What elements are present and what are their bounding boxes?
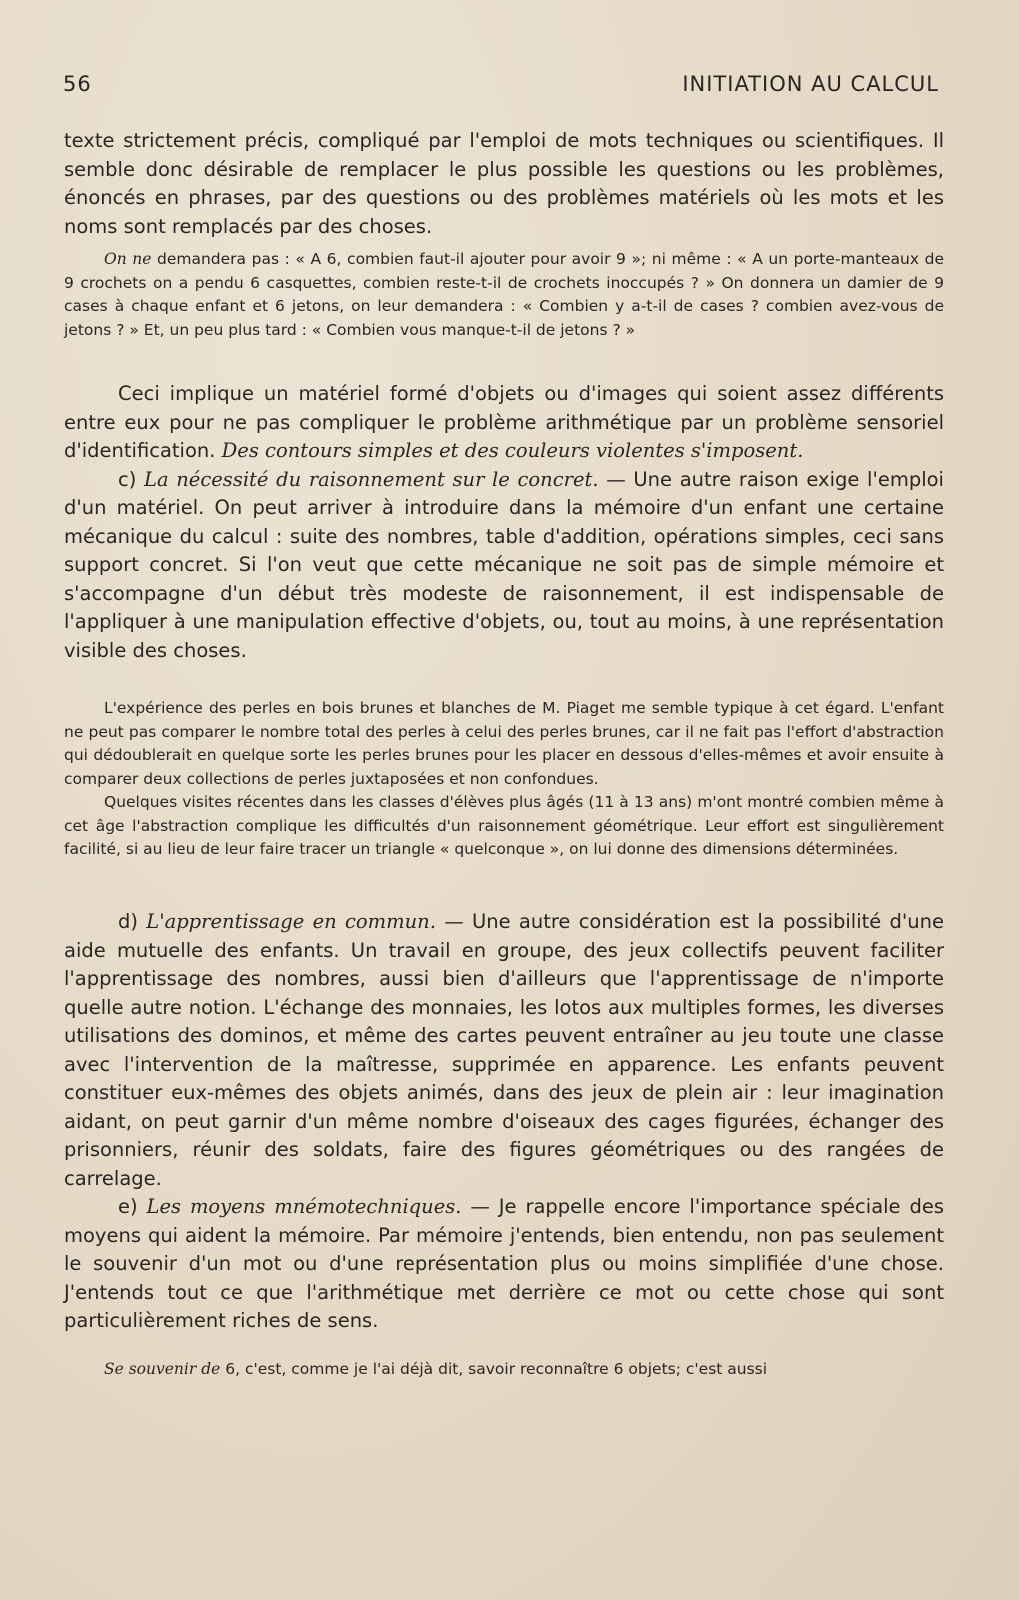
paragraph-3 xyxy=(64,466,944,666)
page-header xyxy=(63,72,939,96)
note-4-italic: Se souvenir de xyxy=(104,1360,221,1378)
paragraph-2-block xyxy=(64,380,944,665)
paragraph-2-italic: Des contours simples et des couleurs violentes s'imposent. xyxy=(221,439,804,462)
section-d-text: — Une autre considération est la possibilité d'une aide mutuelle des enfants. Un travail en groupe, des jeux collectifs peuvent faciliter l'apprentissage des nombres, aussi bien d'ailleurs que l'apprentissage de n'importe quelle autre notion. L'échange des monnaies, les lotos aux multiples formes, les diverses utilisations des dominos, et même des cartes peuvent entraîner au jeu toute une classe avec l'intervention de la maîtresse, supprimée en apparence. Les enfants peuvent constituer eux-mêmes des objets animés, dans des jeux de plein air : leur imagination aidant, on peut garnir d'un même nombre d'oiseaux des cages figurées, échanger des prisonniers, réunir des soldats, faire des figures géométriques ou des rangées de carrelage. xyxy=(64,910,945,1190)
note-lead-italic: On ne xyxy=(104,250,152,268)
note-block-1 xyxy=(64,248,944,342)
page-number: 56 xyxy=(63,72,92,96)
section-c-letter: c) xyxy=(118,467,144,491)
note-block-2 xyxy=(64,697,944,862)
section-e-title: Les moyens mnémotechniques. xyxy=(146,1195,462,1218)
note-4-text: 6, c'est, comme je l'ai déjà dit, savoir reconnaître 6 objets; c'est aussi xyxy=(220,1360,768,1378)
note-text: demandera pas : « A 6, combien faut-il ajouter pour avoir 9 »; ni même : « A un porte-manteaux de 9 crochets on a pendu 6 casquettes, combien reste-t-il de crochets inoccupés ? » On donnera un damier de 9 cases à chaque enfant et 6 jetons, on leur demandera : « Combien y a-t-il de cases ? combien avez-vous de jetons ? » Et, un peu plus tard : « Combien vous manque-t-il de jetons ? » xyxy=(64,250,944,339)
section-e-text: — Je rappelle encore l'importance spéciale des moyens qui aident la mémoire. Par mémoire j'entends, bien entendu, non pas seulement le souvenir d'un mot ou d'une représentation plus ou moins simplifiée d'une chose. J'entends tout ce que l'arithmétique met derrière ce mot ou cette chose qui sont particulièrement riches de sens. xyxy=(64,1195,945,1332)
paragraph-5 xyxy=(64,1193,944,1336)
paragraph-1: texte strictement précis, compliqué par l'emploi de mots techniques ou scientifiques. Il semble donc désirable de remplacer le plus possible les questions ou les problèmes, énoncés en phrases, par des questions ou des problèmes matériels où les mots et les noms sont remplacés par des choses. xyxy=(64,129,944,238)
paragraph-2 xyxy=(64,380,944,466)
section-c-text: — Une autre raison exige l'emploi d'un matériel. On peut arriver à introduire dans la mémoire d'un enfant une certaine mécanique du calcul : suite des nombres, table d'addition, opérations simples, ceci sans support concret. Si l'on veut que cette mécanique ne soit pas de simple mémoire et s'accompagne d'un début très modeste de raisonnement, il est indispensable de l'appliquer à une manipulation effective d'objets, ou, tout au moins, à une représentation visible des choses. xyxy=(64,467,944,662)
main-text xyxy=(64,127,944,241)
note-block-3 xyxy=(64,1358,944,1382)
running-title: INITIATION AU CALCUL xyxy=(682,72,939,96)
note-paragraph-4 xyxy=(64,1358,944,1382)
section-e-letter: e) xyxy=(118,1195,147,1218)
section-d-letter: d) xyxy=(118,910,147,933)
note-paragraph-3: Quelques visites récentes dans les classes d'élèves plus âgés (11 à 13 ans) m'ont montré combien même à cet âge l'abstraction complique les difficultés d'un raisonnement géométrique. Leur effort est singulièrement facilité, si au lieu de leur faire tracer un triangle « quelconque », on lui donne des dimensions déterminées. xyxy=(64,793,944,858)
section-d-title: L'apprentissage en commun. xyxy=(146,910,436,933)
section-c-title: La nécessité du raisonnement sur le concret. xyxy=(144,467,599,491)
note-paragraph-2: L'expérience des perles en bois brunes et blanches de M. Piaget me semble typique à cet égard. L'enfant ne peut pas comparer le nombre total des perles à celui des perles brunes, car il ne fait pas l'effort d'abstraction qui dédoublerait en quelque sorte les perles brunes pour les placer en dessous d'elles-mêmes et avoir ensuite à comparer deux collections de perles juxtaposées et non confondues. xyxy=(64,699,944,788)
paragraph-4 xyxy=(64,908,944,1193)
section-d-block xyxy=(64,908,944,1336)
note-paragraph-1 xyxy=(64,248,944,342)
paragraph-2-text: Ceci implique un matériel formé d'objets ou d'images qui soient assez différents entre eux pour ne pas compliquer le problème arithmétique par un problème sensoriel d'identification. xyxy=(64,382,944,462)
